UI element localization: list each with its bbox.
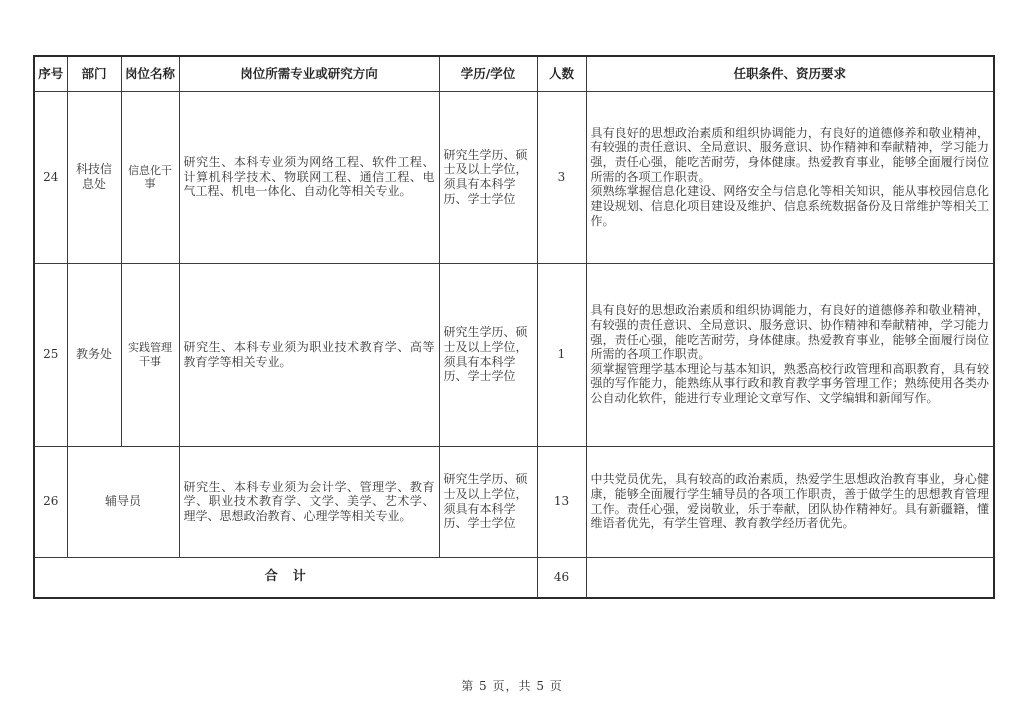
cell-count: 1 — [537, 263, 586, 446]
cell-position: 实践管理干事 — [121, 263, 179, 446]
cell-count: 3 — [537, 91, 586, 263]
total-row — [34, 557, 994, 598]
cell-no: 26 — [34, 446, 67, 557]
recruitment-positions-table — [33, 55, 995, 599]
cell-position: 信息化干事 — [121, 91, 179, 263]
cell-requirements — [586, 263, 994, 446]
total-count: 46 — [537, 557, 586, 598]
cell-degree: 研究生学历、硕士及以上学位，须具有本科学历、学士学位 — [439, 446, 537, 557]
cell-count: 13 — [537, 446, 586, 557]
table-row — [34, 263, 994, 446]
col-header-department: 部门 — [67, 56, 121, 91]
cell-major: 研究生、本科专业须为会计学、管理学、教育学、职业技术教育学、文学、美学、艺术学、理学、思想政治教育、心理学等相关专业。 — [179, 446, 439, 557]
table-row — [34, 91, 994, 263]
cell-major: 研究生、本科专业须为职业技术教育学、高等教育学等相关专业。 — [179, 263, 439, 446]
cell-major: 研究生、本科专业须为网络工程、软件工程、计算机科学技术、物联网工程、通信工程、电气工程、机电一体化、自动化等相关专业。 — [179, 91, 439, 263]
cell-no: 25 — [34, 263, 67, 446]
cell-department: 科技信息处 — [67, 91, 121, 263]
requirement-paragraph: 须掌握管理学基本理论与基本知识，熟悉高校行政管理和高职教育，具有较强的写作能力，能熟练从事行政和教育教学事务管理工作；熟练使用各类办公自动化软件，能进行专业理论文章写作、文学编辑和新闻写作。 — [590, 361, 989, 406]
cell-requirements — [586, 446, 994, 557]
cell-requirements — [586, 91, 994, 263]
cell-position: 辅导员 — [67, 446, 179, 557]
col-header-requirements: 任职条件、资历要求 — [586, 56, 994, 91]
col-header-degree: 学历/学位 — [439, 56, 537, 91]
total-empty-cell — [586, 557, 994, 598]
table-row — [34, 446, 994, 557]
requirement-paragraph: 须熟练掌握信息化建设、网络安全与信息化等相关知识，能从事校园信息化建设规划、信息化项目建设及维护、信息系统数据备份及日常维护等相关工作。 — [590, 184, 989, 228]
page-number-footer: 第 5 页，共 5 页 — [461, 679, 563, 693]
cell-degree: 研究生学历、硕士及以上学位，须具有本科学历、学士学位 — [439, 263, 537, 446]
requirement-paragraph: 具有良好的思想政治素质和组织协调能力，有良好的道德修养和敬业精神，有较强的责任意识、全局意识、服务意识、协作精神和奉献精神，学习能力强，责任心强，能吃苦耐劳，身体健康。热爱教育事业，能够全面履行岗位所需的各项工作职责。 — [590, 303, 989, 362]
cell-department: 教务处 — [67, 263, 121, 446]
col-header-major: 岗位所需专业或研究方向 — [179, 56, 439, 91]
col-header-position: 岗位名称 — [121, 56, 179, 91]
cell-no: 24 — [34, 91, 67, 263]
requirement-paragraph: 具有良好的思想政治素质和组织协调能力，有良好的道德修养和敬业精神，有较强的责任意识、全局意识、服务意识、协作精神和奉献精神，学习能力强，责任心强，能吃苦耐劳，身体健康。热爱教育事业，能够全面履行岗位所需的各项工作职责。 — [590, 125, 989, 184]
requirement-paragraph: 中共党员优先，具有较高的政治素质，热爱学生思想政治教育事业，身心健康，能够全面履行学生辅导员的各项工作职责，善于做学生的思想教育管理工作。责任心强，爱岗敬业，乐于奉献，团队协作精神好。具有新疆籍，懂维语者优先，有学生管理、教育教学经历者优先。 — [590, 472, 989, 531]
total-label: 合 计 — [34, 557, 537, 598]
col-header-count: 人数 — [537, 56, 586, 91]
cell-degree: 研究生学历、硕士及以上学位，须具有本科学历、学士学位 — [439, 91, 537, 263]
col-header-no: 序号 — [34, 56, 67, 91]
header-row — [34, 56, 994, 91]
